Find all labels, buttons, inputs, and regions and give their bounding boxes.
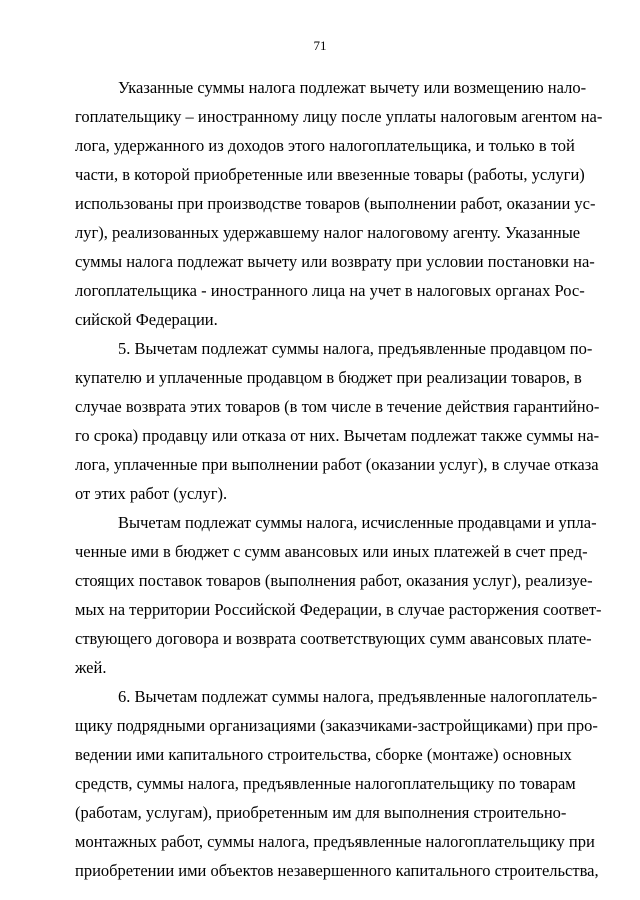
text-line: монтажных работ, суммы налога, предъявленные налогоплательщику при [75,832,595,851]
text-line: лога, удержанного из доходов этого налогоплательщика, и только в той [75,136,575,155]
text-line: Вычетам подлежат суммы налога, исчисленные продавцами и упла- [118,513,597,532]
text-line: случае возврата этих товаров (в том числе в течение действия гарантийно- [75,397,600,416]
text-line: логоплательщика - иностранного лица на учет в налоговых органах Рос- [75,281,585,300]
text-line: ченные ими в бюджет с сумм авансовых или иных платежей в счет пред- [75,542,588,561]
text-line: (работам, услугам), приобретенным им для выполнения строительно- [75,803,567,822]
text-line: лога, уплаченные при выполнении работ (оказании услуг), в случае отказа [75,455,599,474]
text-line: стоящих поставок товаров (выполнения работ, оказания услуг), реализуе- [75,571,593,590]
text-line: ствующего договора и возврата соответствующих сумм авансовых плате- [75,629,592,648]
text-line: средств, суммы налога, предъявленные налогоплательщику по товарам [75,774,576,793]
text-line: сийской Федерации. [75,310,218,329]
text-line: Указанные суммы налога подлежат вычету или возмещению нало- [118,78,587,97]
text-line: луг), реализованных удержавшему налог налоговому агенту. Указанные [75,223,581,242]
text-line: от этих работ (услуг). [75,484,228,503]
text-line: го срока) продавцу или отказа от них. Вычетам подлежат также суммы на- [75,426,600,445]
text-line: части, в которой приобретенные или ввезенные товары (работы, услуги) [75,165,585,184]
text-line: приобретении ими объектов незавершенного капитального строительства, [75,861,599,880]
text-line: щику подрядными организациями (заказчиками-застройщиками) при про- [75,716,598,735]
text-line: гоплательщику – иностранному лицу после уплаты налоговым агентом на- [75,107,603,126]
text-line: жей. [75,658,107,677]
text-line: мых на территории Российской Федерации, в случае расторжения соответ- [75,600,602,619]
text-line: суммы налога подлежат вычету или возврату при условии постановки на- [75,252,595,271]
text-line: использованы при производстве товаров (выполнении работ, оказании ус- [75,194,596,213]
text-line: 5. Вычетам подлежат суммы налога, предъявленные продавцом по- [118,339,593,358]
text-line: купателю и уплаченные продавцом в бюджет при реализации товаров, в [75,368,582,387]
page-number: 71 [313,38,327,53]
text-line: ведении ими капитального строительства, сборке (монтаже) основных [75,745,572,764]
text-line: 6. Вычетам подлежат суммы налога, предъявленные налогоплатель- [118,687,598,706]
